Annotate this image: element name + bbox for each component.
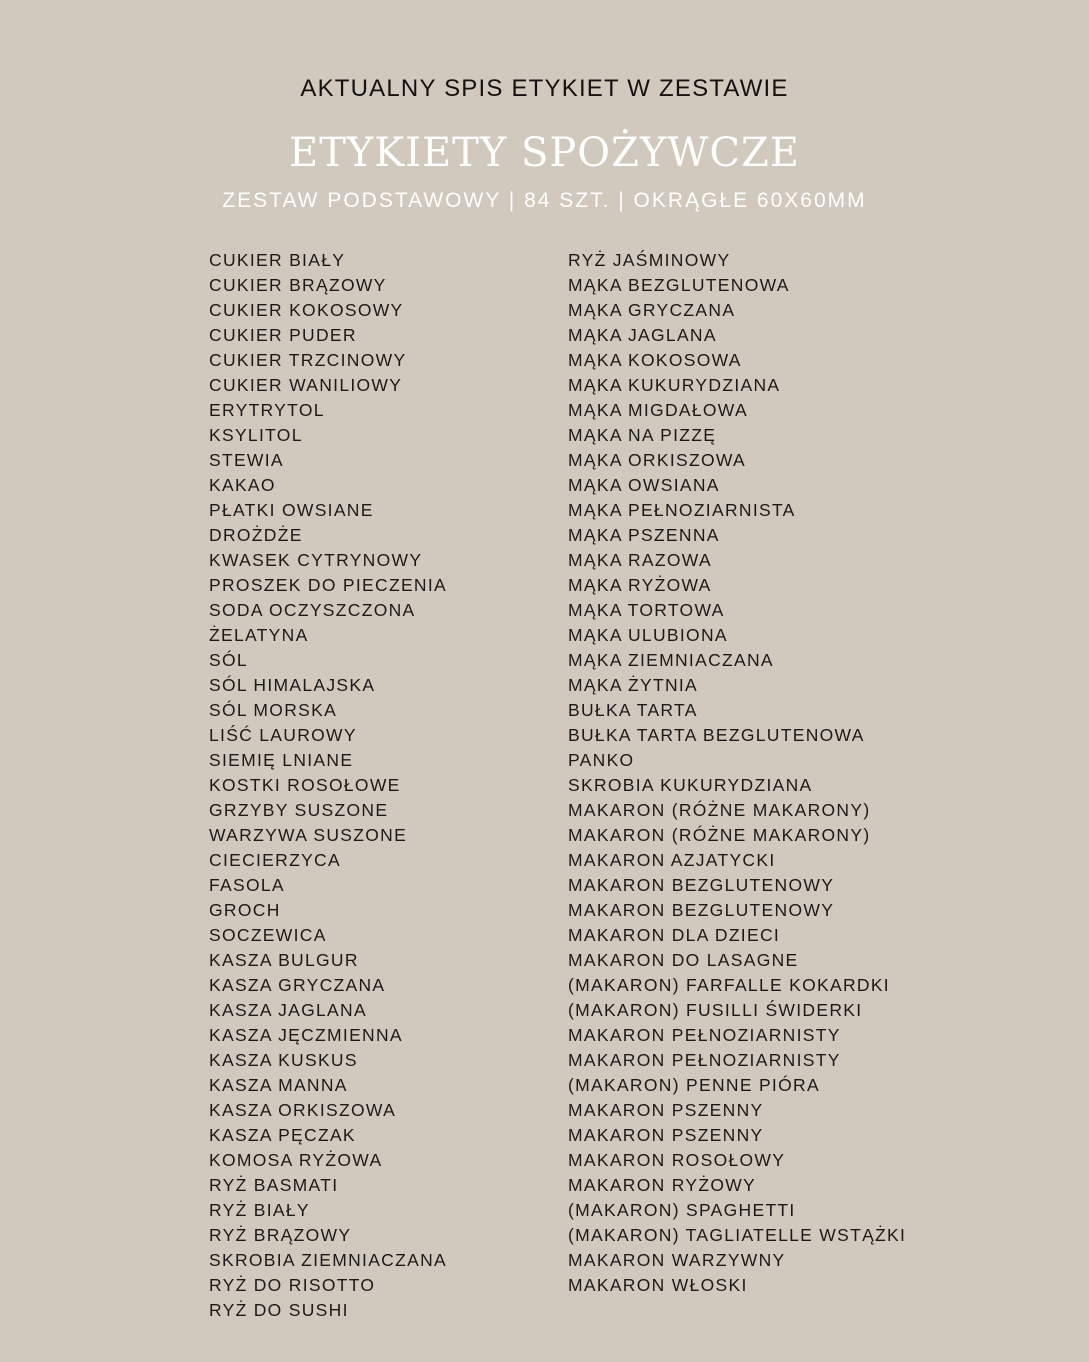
list-item: MĄKA JAGLANA <box>568 325 717 345</box>
list-item: LIŚĆ LAUROWY <box>209 725 357 745</box>
list-item: KSYLITOL <box>209 425 303 445</box>
list-item: KOSTKI ROSOŁOWE <box>209 775 401 795</box>
list-item: MĄKA NA PIZZĘ <box>568 425 717 445</box>
list-item: MAKARON WARZYWNY <box>568 1250 786 1270</box>
list-item: SÓL HIMALAJSKA <box>209 675 376 695</box>
list-item: CUKIER PUDER <box>209 325 357 345</box>
list-item: CUKIER BIAŁY <box>209 250 346 270</box>
list-item: DROŻDŻE <box>209 525 303 545</box>
list-item: MĄKA PEŁNOZIARNISTA <box>568 500 796 520</box>
list-item: MAKARON DLA DZIECI <box>568 925 781 945</box>
list-item: KASZA MANNA <box>209 1075 348 1095</box>
list-item: SKROBIA ZIEMNIACZANA <box>209 1250 447 1270</box>
list-item: KASZA KUSKUS <box>209 1050 358 1070</box>
page-title: ETYKIETY SPOŻYWCZE <box>289 130 800 176</box>
list-item: KASZA JAGLANA <box>209 1000 367 1020</box>
list-item: MĄKA RAZOWA <box>568 550 712 570</box>
list-item: MAKARON (RÓŻNE MAKARONY) <box>568 825 871 845</box>
list-item: MĄKA ULUBIONA <box>568 625 728 645</box>
list-item: ŻELATYNA <box>209 625 309 645</box>
list-item: SKROBIA KUKURYDZIANA <box>568 775 813 795</box>
list-item: SÓL <box>209 650 248 670</box>
list-item: MĄKA RYŻOWA <box>568 575 712 595</box>
list-item: CUKIER WANILIOWY <box>209 375 403 395</box>
list-item: KASZA ORKISZOWA <box>209 1100 397 1120</box>
list-item: MAKARON ROSOŁOWY <box>568 1150 786 1170</box>
list-item: CUKIER BRĄZOWY <box>209 275 387 295</box>
list-item: PROSZEK DO PIECZENIA <box>209 575 447 595</box>
list-item: MĄKA ORKISZOWA <box>568 450 746 470</box>
list-item: KAKAO <box>209 475 276 495</box>
list-item: MAKARON PEŁNOZIARNISTY <box>568 1050 841 1070</box>
list-item: RYŻ DO RISOTTO <box>209 1275 376 1295</box>
list-item: (MAKARON) SPAGHETTI <box>568 1200 796 1220</box>
list-item: (MAKARON) FUSILLI ŚWIDERKI <box>568 1000 863 1020</box>
list-item: MAKARON BEZGLUTENOWY <box>568 875 835 895</box>
list-item: PŁATKI OWSIANE <box>209 500 374 520</box>
list-item: MĄKA PSZENNA <box>568 525 720 545</box>
list-item: MAKARON PEŁNOZIARNISTY <box>568 1025 841 1045</box>
list-item: RYŻ DO SUSHI <box>209 1300 349 1320</box>
list-item: RYŻ BASMATI <box>209 1175 339 1195</box>
label-list-right <box>568 248 906 1298</box>
list-item: SODA OCZYSZCZONA <box>209 600 416 620</box>
list-item: SÓL MORSKA <box>209 700 338 720</box>
list-item: SIEMIĘ LNIANE <box>209 750 354 770</box>
set-subtitle: ZESTAW PODSTAWOWY | 84 SZT. | OKRĄGŁE 60X60MM <box>222 189 867 212</box>
list-item: MĄKA ZIEMNIACZANA <box>568 650 774 670</box>
list-item: MAKARON AZJATYCKI <box>568 850 776 870</box>
list-item: KASZA JĘCZMIENNA <box>209 1025 403 1045</box>
list-item: MAKARON (RÓŻNE MAKARONY) <box>568 800 871 820</box>
list-item: KOMOSA RYŻOWA <box>209 1150 383 1170</box>
list-item: KASZA BULGUR <box>209 950 359 970</box>
list-item: MAKARON WŁOSKI <box>568 1275 748 1295</box>
list-item: MAKARON DO LASAGNE <box>568 950 799 970</box>
list-item: RYŻ JAŚMINOWY <box>568 250 731 270</box>
list-item: MĄKA MIGDAŁOWA <box>568 400 748 420</box>
list-item: CUKIER TRZCINOWY <box>209 350 407 370</box>
list-item: GROCH <box>209 900 281 920</box>
list-item: STEWIA <box>209 450 284 470</box>
list-item: (MAKARON) FARFALLE KOKARDKI <box>568 975 890 995</box>
list-item: MAKARON BEZGLUTENOWY <box>568 900 835 920</box>
list-item: MĄKA ŻYTNIA <box>568 675 699 695</box>
list-item: MAKARON PSZENNY <box>568 1100 764 1120</box>
list-item: PANKO <box>568 750 635 770</box>
list-item: RYŻ BIAŁY <box>209 1200 310 1220</box>
list-item: GRZYBY SUSZONE <box>209 800 389 820</box>
list-item: MAKARON RYŻOWY <box>568 1175 757 1195</box>
list-item: CIECIERZYCA <box>209 850 341 870</box>
list-item: KASZA GRYCZANA <box>209 975 386 995</box>
list-item: SOCZEWICA <box>209 925 327 945</box>
list-item: RYŻ BRĄZOWY <box>209 1225 352 1245</box>
list-item: WARZYWA SUSZONE <box>209 825 408 845</box>
list-item: BUŁKA TARTA <box>568 700 698 720</box>
kicker-heading: AKTUALNY SPIS ETYKIET W ZESTAWIE <box>300 75 789 102</box>
list-item: MĄKA KUKURYDZIANA <box>568 375 781 395</box>
list-item: ERYTRYTOL <box>209 400 325 420</box>
list-item: MĄKA GRYCZANA <box>568 300 736 320</box>
list-item: (MAKARON) TAGLIATELLE WSTĄŻKI <box>568 1225 907 1245</box>
list-item: (MAKARON) PENNE PIÓRA <box>568 1075 820 1095</box>
list-item: MĄKA BEZGLUTENOWA <box>568 275 790 295</box>
list-item: MĄKA TORTOWA <box>568 600 725 620</box>
list-item: MĄKA OWSIANA <box>568 475 720 495</box>
list-item: BUŁKA TARTA BEZGLUTENOWA <box>568 725 865 745</box>
list-item: KWASEK CYTRYNOWY <box>209 550 423 570</box>
list-item: MĄKA KOKOSOWA <box>568 350 742 370</box>
list-item: MAKARON PSZENNY <box>568 1125 764 1145</box>
list-item: FASOLA <box>209 875 285 895</box>
list-item: CUKIER KOKOSOWY <box>209 300 404 320</box>
list-item: KASZA PĘCZAK <box>209 1125 356 1145</box>
label-list-left <box>209 248 447 1323</box>
